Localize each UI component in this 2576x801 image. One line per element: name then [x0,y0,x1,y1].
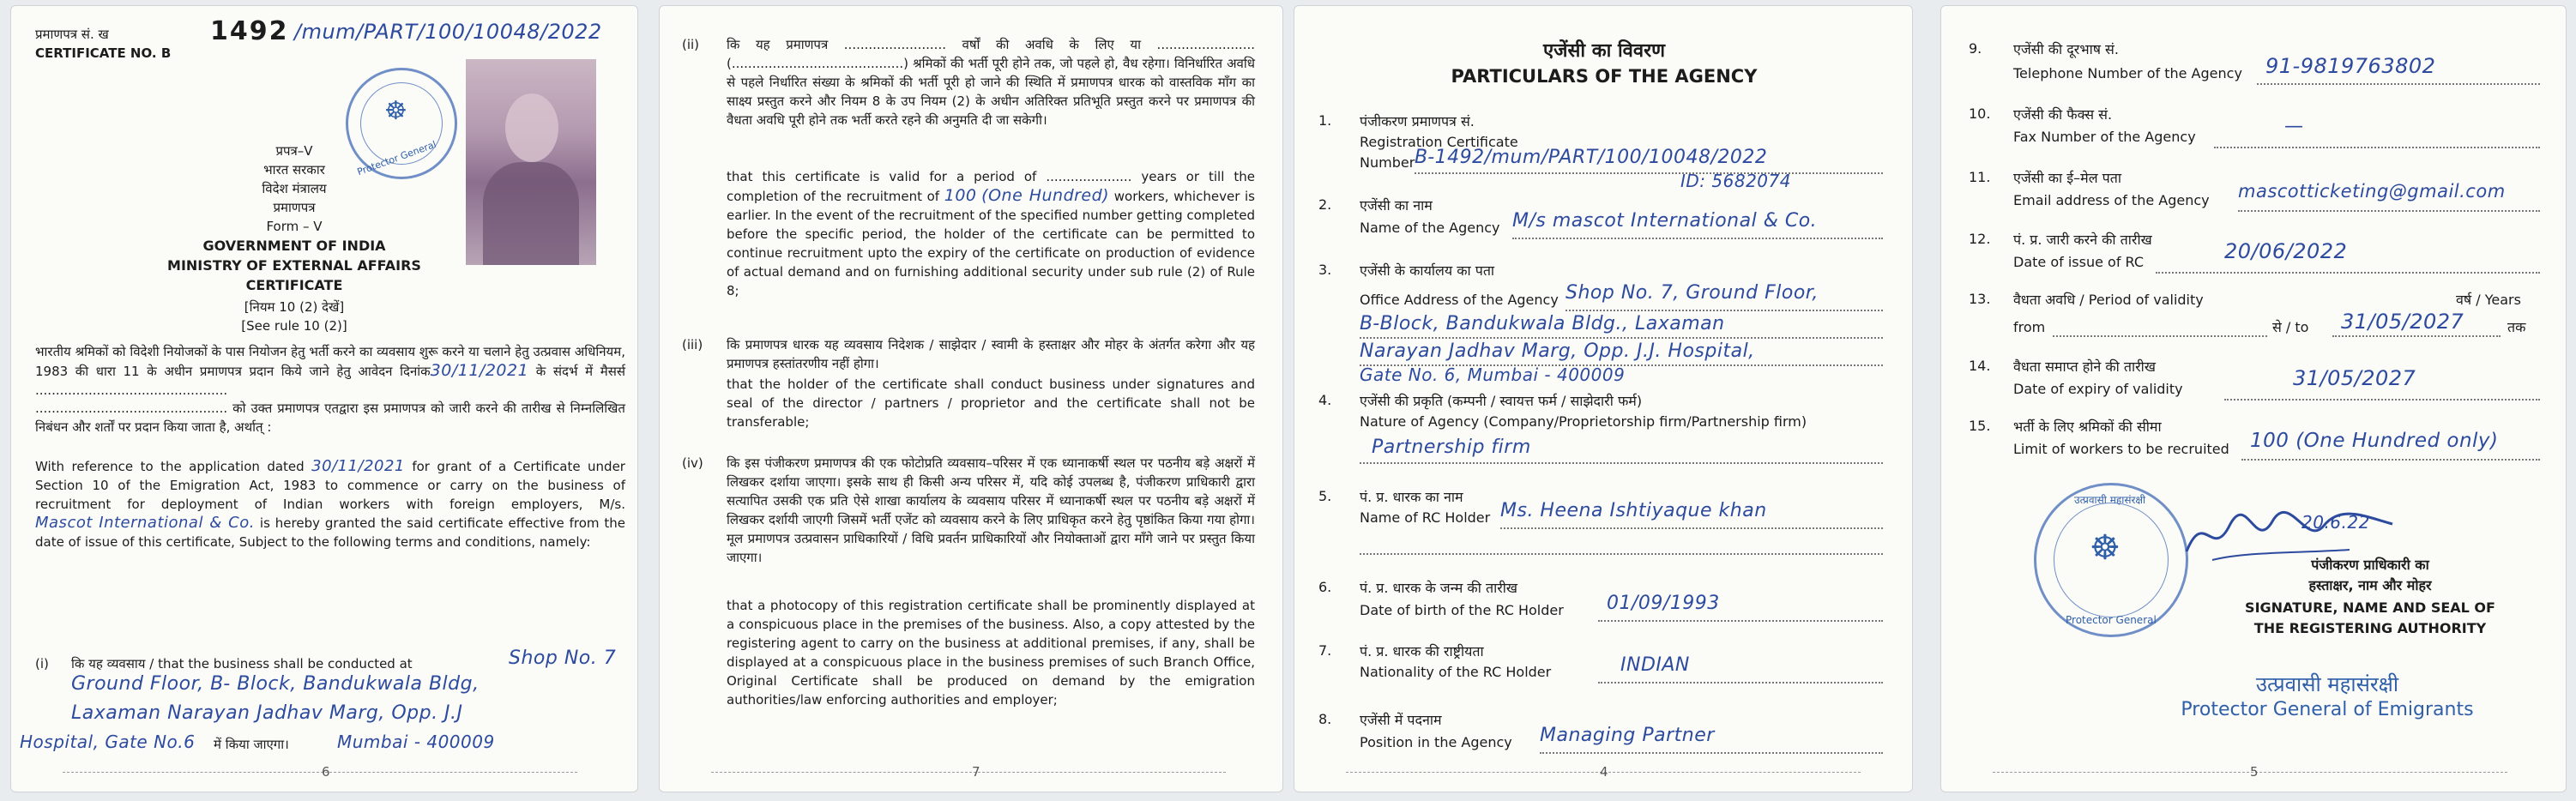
page-number: 4 [1600,764,1608,780]
en-para: With reference to the application dated 30/11/2021 for grant of a Certificate under Section 10 of the Emigration Act, 1983 to commence or carry on the business of recruitment for deployment of Indian workers with foreign employers, M/s. Mascot International & Co. is hereby granted the said certificate effective from the date of issue of this certificate, Subject to the following terms and conditions, namely: [35,457,625,550]
cert-no-label-hi: प्रमाणपत्र सं. ख [35,27,109,42]
field-3-en: Office Address of the Agency [1360,292,1559,308]
address-line-5: Mumbai - 400009 [337,732,495,752]
field-13-from: from [2013,319,2046,335]
office-address-1: Shop No. 7, Ground Floor, [1566,282,1819,304]
field-9-num: 9. [1969,40,1982,57]
emblem-icon: ☸ [2090,528,2121,568]
field-15-hi: भर्ती के लिए श्रमिकों की सीमा [2013,419,2162,435]
agency-name: M/s mascot International & Co. [1512,210,1818,232]
field-15-num: 15. [1969,418,1991,434]
office-address-2: B-Block, Bandukwala Bldg., Laxaman [1360,313,1725,334]
agency-position: Managing Partner [1540,725,1715,746]
field-8-num: 8. [1318,711,1332,727]
rc-holder-name: Ms. Heena Ishtiyaque khan [1500,500,1767,521]
field-12-hi: पं. प्र. जारी करने की तारीख [2013,232,2152,248]
item-i-text: कि यह व्यवसाय / that the business shall be conducted at [71,656,413,672]
reg-cert-number: B-1492/mum/PART/100/10048/2022 [1415,147,1768,168]
field-7-hi: पं. प्र. धारक की राष्ट्रीयता [1360,643,1484,659]
certificate-page-7 [659,5,1283,792]
field-6-num: 6. [1318,579,1332,595]
page-number: 6 [322,764,330,780]
sig-en-1: SIGNATURE, NAME AND SEAL OF [2245,599,2495,616]
field-12-en: Date of issue of RC [2013,254,2145,270]
agency-telephone: 91-9819763802 [2265,54,2436,78]
field-5-num: 5. [1318,488,1332,504]
sig-en-2: THE REGISTERING AUTHORITY [2253,620,2487,636]
field-10-hi: एजेंसी की फैक्स सं. [2013,106,2113,123]
hi-para-1: भारतीय श्रमिकों को विदेशी नियोजकों के पास नियोजन हेतु भर्ती करने का व्यवसाय शुरू करने या चलाने हेतु उत्प्रवास अधिनियम, 1983 की धारा 11 के अधीन प्रमाणपत्र प्रदान किये जाने हेतु आवेदन दिनांक30/11/2021 के संदर्भ में मैसर्स ............................................... [35,344,625,398]
field-13-hi: वैधता अवधि / Period of validity [2013,292,2204,308]
cert-no-value: 1492 [210,16,289,46]
validity-to: 31/05/2027 [2341,310,2464,334]
reg-id: ID: 5682074 [1680,171,1791,191]
field-14-num: 14. [1969,358,1991,374]
field-4-en: Nature of Agency (Company/Proprietorship firm/Partnership firm) [1360,413,1807,430]
particulars-title-en: PARTICULARS OF THE AGENCY [1451,66,1758,87]
ministry-en: MINISTRY OF EXTERNAL AFFAIRS [167,257,421,274]
item-iv-hi: कि इस पंजीकरण प्रमाणपत्र की एक फोटोप्रति व्यवसाय–परिसर में एक ध्यानाकर्षी स्थल पर पठनीय बड़े अक्षरों में लिखकर दर्शाया जाएगा। इसके साथ ही किसी अन्य परिसर में, यदि कोई उपलब्ध है, पंजीकरण प्राधिकारी द्वारा सत्यापित उसकी एक प्रति ऐसे शाखा कार्यालय के व्यवसाय परिसर में ध्यानाकर्षी स्थल पर पठनीय बड़े अक्षरों में लिखकर दर्शायी जाएगी जिसमें भर्ती एजेंट को व्यवसाय करने के लिए प्राधिकृत करने हेतु पृष्ठांकित किया गया होगा। मूल प्रमाणपत्र उत्प्रवासन प्राधिकारियों / विधि प्रवर्तन प्राधिकारियों और नियोक्ताओं द्वारा माँगे जाने पर प्रस्तुत किया जाएगा। [727,455,1255,565]
page-number: 7 [972,764,980,780]
seal-top-text: उत्प्रवासी महासंरक्षी [2074,494,2146,506]
field-9-en: Telephone Number of the Agency [2013,65,2242,81]
office-hi: उत्प्रवासी महासंरक्षी [2255,672,2399,696]
rc-holder-nationality: INDIAN [1620,654,1690,676]
field-12-num: 12. [1969,231,1991,247]
field-10-num: 10. [1969,105,1991,122]
particulars-title-hi: एजेंसी का विवरण [1542,40,1666,62]
address-line-2: Ground Floor, B- Block, Bandukwala Bldg, [71,673,480,695]
item-ii-en: that this certificate is valid for a period of ..................... years or till the completion of the recruitment of 100 (One Hundred) workers, whichever is earlier. In the event of the recruitment of the specified number getting completed before the specific period, the holder of the certificate can be permitted to continue recruitment upto the expiry of the certificate on production of evidence of actual demand and on furnishing additional security under sub rule (2) of Rule 8; [727,169,1255,298]
field-7-num: 7. [1318,642,1332,659]
field-1-en: Registration Certificate [1360,134,1518,150]
agency-email: mascotticketing@gmail.com [2238,181,2506,202]
field-1-hi: पंजीकरण प्रमाणपत्र सं. [1360,113,1475,129]
address-line-1: Shop No. 7 [509,647,617,669]
certificate-page-6 [10,5,638,792]
field-9-hi: एजेंसी की दूरभाष सं. [2013,41,2119,57]
item-iv-en: that a photocopy of this registration certificate shall be prominently displayed at a conspicuous place in the premises of the business. Also, a copy attested by the registering agent to carry on the business at additional premises, if any, shall be displayed at a conspicuous place in the business premises of such Branch Office, Original Certificate shall be produced on demand by the emigration authorities/law enforcing authorities and employer; [727,598,1255,708]
item-iii-hi: कि प्रमाणपत्र धारक यह व्यवसाय निदेशक / साझेदार / स्वामी के हस्ताक्षर और मोहर के अंतर्गत करेगा और यह प्रमाणपत्र हस्तांतरणीय नहीं होगा। [727,337,1255,371]
address-line-4: Hospital, Gate No.6 [20,732,196,752]
address-line-3: Laxaman Narayan Jadhav Marg, Opp. J.J [71,702,463,724]
field-7-en: Nationality of the RC Holder [1360,664,1552,680]
field-3-num: 3. [1318,262,1332,278]
rc-holder-dob: 01/09/1993 [1607,593,1720,614]
item-iii-label: (iii) [682,337,703,352]
field-2-hi: एजेंसी का नाम [1360,197,1433,214]
field-3-hi: एजेंसी के कार्यालय का पता [1360,262,1495,279]
rc-issue-date: 20/06/2022 [2224,239,2348,263]
signature-date: 20.6.22 [2302,512,2370,533]
field-6-hi: पं. प्र. धारक के जन्म की तारीख [1360,580,1517,596]
field-8-hi: एजेंसी में पदनाम [1360,712,1442,728]
authority-seal [2034,483,2188,637]
field-11-num: 11. [1969,169,1991,185]
form-label-en: Form – V [266,219,323,234]
office-address-3: Narayan Jadhav Marg, Opp. J.J. Hospital, [1360,340,1755,362]
field-13-num: 13. [1969,291,1991,307]
field-10-en: Fax Number of the Agency [2013,129,2196,145]
sig-hi-2: हस्ताक्षर, नाम और मोहर [2308,577,2432,593]
field-1-en2: Number [1360,154,1415,171]
field-5-hi: पं. प्र. धारक का नाम [1360,489,1463,505]
hi-para-2: ............................................... को उक्त प्रमाणपत्र एतद्वारा इस प्रमाणपत्र को जारी करने की तारीख से निम्नलिखित निबंधन और शर्तों पर प्रदान किया जाता है, अर्थात् : [35,400,625,435]
agency-fax: — [2284,116,2304,137]
office-address-4: Gate No. 6, Mumbai - 400009 [1360,364,1626,385]
particulars-page-4 [1294,5,1913,792]
validity-expiry: 31/05/2027 [2293,366,2416,390]
field-5-en: Name of RC Holder [1360,509,1491,526]
field-11-hi: एजेंसी का ई–मेल पता [2013,170,2121,186]
field-1-num: 1. [1318,112,1332,129]
rule-hi: [नियम 10 (2) देखें] [244,299,345,315]
office-en: Protector General of Emigrants [2181,699,2474,720]
emblem-icon: ☸ [384,96,407,126]
field-14-hi: वैधता समाप्त होने की तारीख [2013,358,2156,375]
seal-text: Protector General [355,138,438,178]
field-8-en: Position in the Agency [1360,734,1512,750]
form-heading-hi: प्रपत्र–V भारत सरकार विदेश मंत्रालय प्रमाणपत्र [262,143,327,215]
agency-nature: Partnership firm [1372,437,1531,458]
seal-bottom-text: Protector General [2066,614,2157,626]
certificate-en: CERTIFICATE [245,277,343,293]
cert-no-label-en: CERTIFICATE NO. B [35,45,172,61]
field-13-tak: तक [2507,319,2526,335]
field-6-en: Date of birth of the RC Holder [1360,602,1564,618]
field-4-num: 4. [1318,392,1332,408]
rule-en: [See rule 10 (2)] [241,318,347,334]
item-ii-hi: कि यह प्रमाणपत्र ......................... वर्षों की अवधि के लिए या ........................ (..........................................) श्रमिकों की भर्ती पूरी होने तक, जो पहले हो, वैध रहेगा। विनिर्धारित अवधि से पहले निर्धारित संख्या के श्रमिकों की भर्ती पूरी हो जाने की स्थिति में प्रमाणपत्र धारक को वास्तविक माँग का साक्ष्य प्रस्तुत करने और नियम 8 के उप नियम (2) के अधीन अतिरिक्त प्रतिभूति प्रस्तुत करने पर प्रमाणपत्र की वैधता अवधि पूरी होने तक भर्ती करते रहने की अनुमति दी जा सकेगी। [727,37,1255,128]
item-iv-label: (iv) [682,455,703,471]
field-11-en: Email address of the Agency [2013,192,2210,208]
field-13-to: से / to [2272,319,2309,335]
sig-hi-1: पंजीकरण प्राधिकारी का [2311,557,2429,573]
page-number: 5 [2250,764,2259,780]
cert-no-handwritten: /mum/PART/100/10048/2022 [294,20,602,44]
field-13-years: वर्ष / Years [2456,292,2521,308]
holder-photo [466,59,596,265]
field-15-en: Limit of workers to be recruited [2013,441,2229,457]
field-2-en: Name of the Agency [1360,220,1500,236]
item-ii-label: (ii) [682,37,700,52]
particulars-page-5 [1940,5,2567,792]
field-14-en: Date of expiry of validity [2013,381,2183,397]
field-2-num: 2. [1318,196,1332,213]
item-i-label: (i) [35,656,49,672]
field-4-hi: एजेंसी की प्रकृति (कम्पनी / स्वायत्त फर्म / साझेदारी फर्म) [1360,393,1643,409]
gov-en: GOVERNMENT OF INDIA [202,238,386,254]
worker-limit: 100 (One Hundred only) [2250,430,2499,452]
item-i-tail-hi: में किया जाएगा। [214,737,289,752]
item-iii-en: that the holder of the certificate shall conduct business under signatures and seal of the director / partners / proprietor and the certificate shall not be transferable; [727,376,1255,430]
